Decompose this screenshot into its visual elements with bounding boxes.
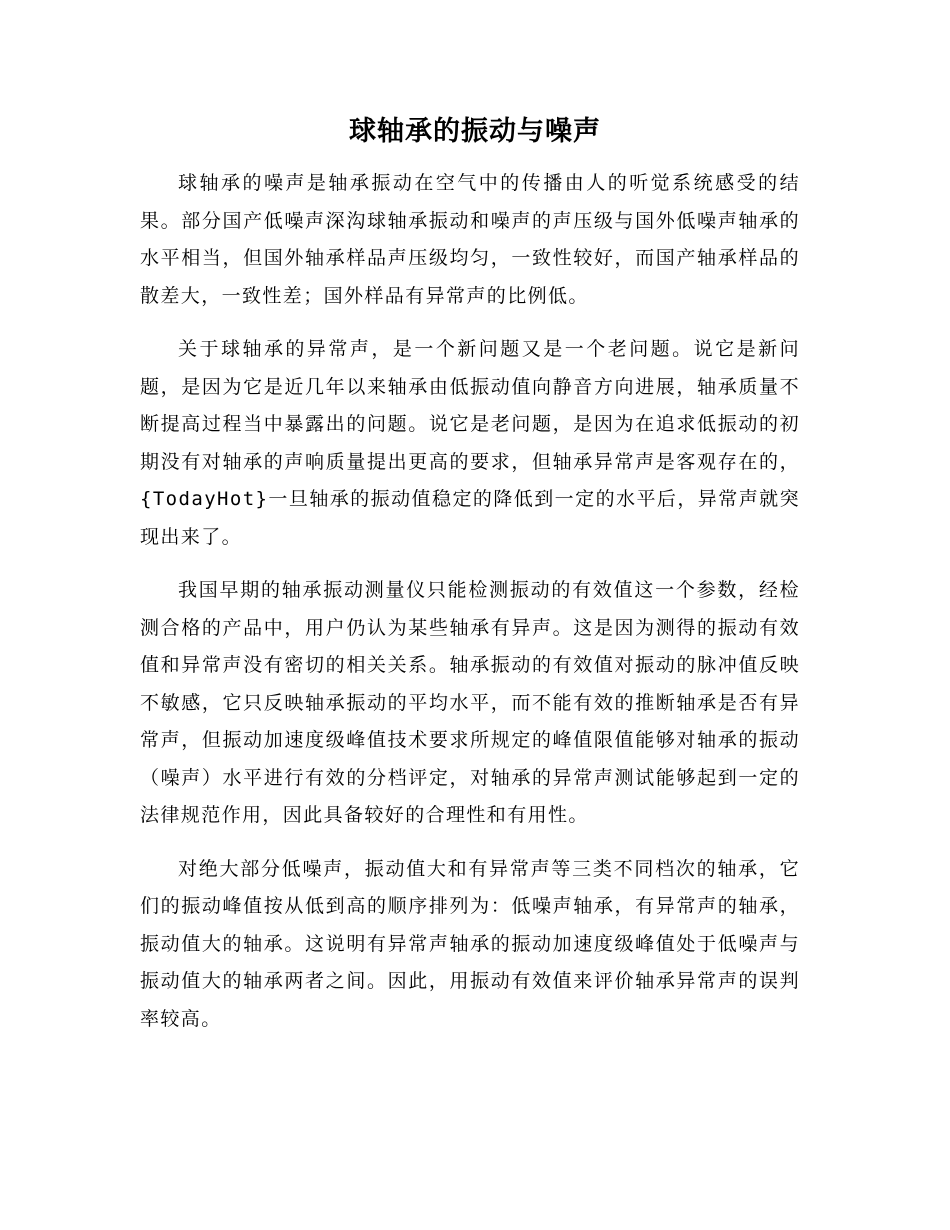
paragraph-2: 关于球轴承的异常声，是一个新问题又是一个老问题。说它是新问题，是因为它是近几年以来轴承由低振动值向静音方向进展，轴承质量不断提高过程当中暴露出的问题。说它是老问题，是因为在追求低振动的初期没有对轴承的声响质量提出更高的要求，但轴承异常声是客观存在的，{TodayHot}一旦轴承的振动值稳定的降低到一定的水平后，异常声就突现出来了。 — [140, 338, 800, 548]
document-title: 球轴承的振动与噪声 — [349, 116, 601, 147]
paragraph-3: 我国早期的轴承振动测量仪只能检测振动的有效值这一个参数，经检测合格的产品中，用户仍认为某些轴承有异声。这是因为测得的振动有效值和异常声没有密切的相关关系。轴承振动的有效值对振动的脉冲值反映不敏感，它只反映轴承振动的平均水平，而不能有效的推断轴承是否有异常声，但振动加速度级峰值技术要求所规定的峰值限值能够对轴承的振动（噪声）水平进行有效的分档评定，对轴承的异常声测试能够起到一定的法律规范作用，因此具备较好的合理性和有用性。 — [140, 579, 800, 826]
document-body — [140, 165, 800, 1054]
paragraph-4: 对绝大部分低噪声，振动值大和有异常声等三类不同档次的轴承，它们的振动峰值按从低到高的顺序排列为：低噪声轴承，有异常声的轴承，振动值大的轴承。这说明有异常声轴承的振动加速度级峰值处于低噪声与振动值大的轴承两者之间。因此，用振动有效值来评价轴承异常声的误判率较高。 — [140, 857, 800, 1030]
paragraph-1: 球轴承的噪声是轴承振动在空气中的传播由人的听觉系统感受的结果。部分国产低噪声深沟球轴承振动和噪声的声压级与国外低噪声轴承的水平相当，但国外轴承样品声压级均匀，一致性较好，而国产轴承样品的散差大，一致性差；国外样品有异常声的比例低。 — [140, 172, 800, 307]
